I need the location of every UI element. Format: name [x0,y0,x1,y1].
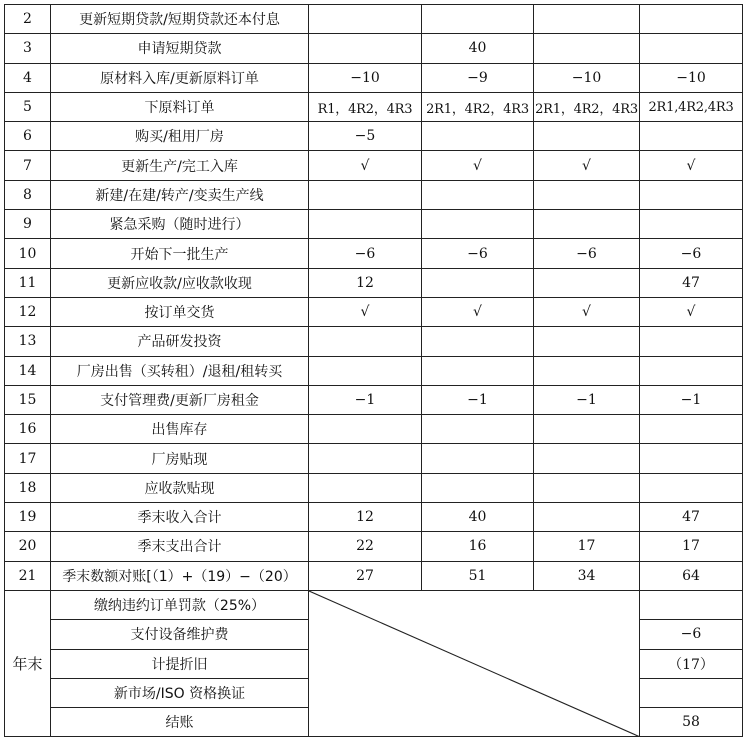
row-item-label: 更新生产/完工入库 [51,151,309,180]
row-number: 9 [5,210,51,239]
quarter-2-value: 40 [422,34,534,63]
year-end-value: （17） [640,649,743,678]
quarter-2-value: −6 [422,239,534,268]
year-end-value [640,590,743,619]
row-number: 4 [5,63,51,92]
row-item-label: 季末数额对账[（1）+（19）−（20） [51,561,309,590]
table-row [5,210,743,239]
quarter-3-value: −10 [534,63,640,92]
quarter-2-value [422,5,534,34]
row-item-label: 产品研发投资 [51,327,309,356]
year-end-item-label: 支付设备维护费 [51,620,309,649]
quarter-4-value: √ [640,151,743,180]
quarter-1-value: √ [309,151,422,180]
row-item-label: 下原料订单 [51,92,309,121]
table-row [5,415,743,444]
cash-flow-table [4,4,743,737]
row-item-label: 更新短期贷款/短期贷款还本付息 [51,5,309,34]
quarter-2-value [422,180,534,209]
row-item-label: 季末支出合计 [51,532,309,561]
quarter-4-value: −6 [640,239,743,268]
quarter-3-value [534,268,640,297]
row-item-label: 申请短期贷款 [51,34,309,63]
year-end-value [640,678,743,707]
table-row [5,503,743,532]
row-item-label: 出售库存 [51,415,309,444]
quarter-4-value: √ [640,297,743,326]
quarter-3-value [534,356,640,385]
row-number: 21 [5,561,51,590]
table-row [5,151,743,180]
quarter-1-value: 22 [309,532,422,561]
table-row [5,92,743,121]
quarter-3-value [534,503,640,532]
quarter-3-value [534,122,640,151]
quarter-1-value [309,180,422,209]
row-number: 20 [5,532,51,561]
row-number: 18 [5,473,51,502]
quarter-2-value [422,327,534,356]
row-item-label: 紧急采购（随时进行） [51,210,309,239]
quarter-1-value: −6 [309,239,422,268]
quarter-3-value [534,180,640,209]
quarter-3-value [534,415,640,444]
row-number: 13 [5,327,51,356]
quarter-4-value [640,34,743,63]
quarter-2-value [422,122,534,151]
table-row [5,444,743,473]
quarter-4-value [640,122,743,151]
quarter-4-value [640,356,743,385]
quarter-2-value: −9 [422,63,534,92]
row-number: 2 [5,5,51,34]
row-number: 19 [5,503,51,532]
quarter-2-value: 2R1，4R2，4R3 [422,92,534,121]
quarter-1-value: 27 [309,561,422,590]
row-item-label: 开始下一批生产 [51,239,309,268]
quarter-2-value: √ [422,297,534,326]
quarter-3-value: 34 [534,561,640,590]
quarter-4-value [640,444,743,473]
row-number: 17 [5,444,51,473]
year-end-row [5,590,743,619]
quarter-3-value [534,34,640,63]
year-end-item-label: 结账 [51,708,309,737]
diagonal-blank-cell [309,590,640,736]
row-item-label: 更新应收款/应收款收现 [51,268,309,297]
row-item-label: 支付管理费/更新厂房租金 [51,385,309,414]
table-row [5,532,743,561]
quarter-1-value [309,327,422,356]
row-item-label: 厂房出售（买转租）/退租/租转买 [51,356,309,385]
quarter-4-value [640,210,743,239]
quarter-4-value: 47 [640,268,743,297]
row-number: 5 [5,92,51,121]
quarter-4-value [640,473,743,502]
row-number: 6 [5,122,51,151]
quarter-3-value: −1 [534,385,640,414]
quarter-1-value [309,473,422,502]
quarter-3-value [534,210,640,239]
quarter-1-value [309,444,422,473]
quarter-2-value: 16 [422,532,534,561]
quarter-1-value [309,415,422,444]
table-row [5,34,743,63]
quarter-2-value: −1 [422,385,534,414]
row-item-label: 按订单交货 [51,297,309,326]
quarter-1-value [309,5,422,34]
quarter-4-value: 2R1,4R2,4R3 [640,92,743,121]
quarter-3-value [534,444,640,473]
year-end-item-label: 计提折旧 [51,649,309,678]
quarter-1-value [309,210,422,239]
row-item-label: 原材料入库/更新原料订单 [51,63,309,92]
quarter-2-value [422,444,534,473]
quarter-1-value: −10 [309,63,422,92]
table-row [5,5,743,34]
quarter-1-value: R1，4R2，4R3 [309,92,422,121]
table-row [5,385,743,414]
quarter-2-value [422,415,534,444]
year-end-value: −6 [640,620,743,649]
quarter-2-value [422,268,534,297]
row-item-label: 厂房贴现 [51,444,309,473]
row-number: 16 [5,415,51,444]
quarter-4-value: −1 [640,385,743,414]
quarter-2-value [422,210,534,239]
row-number: 7 [5,151,51,180]
quarter-1-value: −1 [309,385,422,414]
quarter-2-value: 51 [422,561,534,590]
row-number: 11 [5,268,51,297]
quarter-3-value [534,473,640,502]
quarter-4-value [640,327,743,356]
quarter-4-value [640,180,743,209]
quarter-3-value: √ [534,297,640,326]
quarter-3-value: 2R1，4R2，4R3 [534,92,640,121]
row-item-label: 新建/在建/转产/变卖生产线 [51,180,309,209]
quarter-2-value: √ [422,151,534,180]
quarter-3-value [534,5,640,34]
quarter-4-value: 64 [640,561,743,590]
table-row [5,327,743,356]
quarter-4-value [640,5,743,34]
quarter-1-value: −5 [309,122,422,151]
quarter-1-value [309,34,422,63]
quarter-3-value: 17 [534,532,640,561]
quarter-3-value: √ [534,151,640,180]
table-row [5,180,743,209]
row-number: 12 [5,297,51,326]
table-row [5,356,743,385]
quarter-1-value [309,356,422,385]
year-end-item-label: 缴纳违约订单罚款（25%） [51,590,309,619]
quarter-4-value [640,415,743,444]
row-number: 3 [5,34,51,63]
table-row [5,239,743,268]
row-item-label: 应收款贴现 [51,473,309,502]
quarter-2-value: 40 [422,503,534,532]
year-end-label: 年末 [5,590,51,736]
row-number: 8 [5,180,51,209]
row-number: 14 [5,356,51,385]
table-row [5,122,743,151]
row-number: 10 [5,239,51,268]
quarter-1-value: 12 [309,268,422,297]
table-row [5,268,743,297]
diagonal-line [309,591,639,736]
quarter-4-value: 17 [640,532,743,561]
table-row [5,473,743,502]
year-end-item-label: 新市场/ISO 资格换证 [51,678,309,707]
quarter-4-value: −10 [640,63,743,92]
quarter-1-value: 12 [309,503,422,532]
row-number: 15 [5,385,51,414]
row-item-label: 季末收入合计 [51,503,309,532]
quarter-2-value [422,356,534,385]
table-row [5,63,743,92]
row-item-label: 购买/租用厂房 [51,122,309,151]
table-row [5,297,743,326]
quarter-3-value: −6 [534,239,640,268]
year-end-value: 58 [640,708,743,737]
quarter-3-value [534,327,640,356]
quarter-1-value: √ [309,297,422,326]
quarter-2-value [422,473,534,502]
table-row [5,561,743,590]
quarter-4-value: 47 [640,503,743,532]
